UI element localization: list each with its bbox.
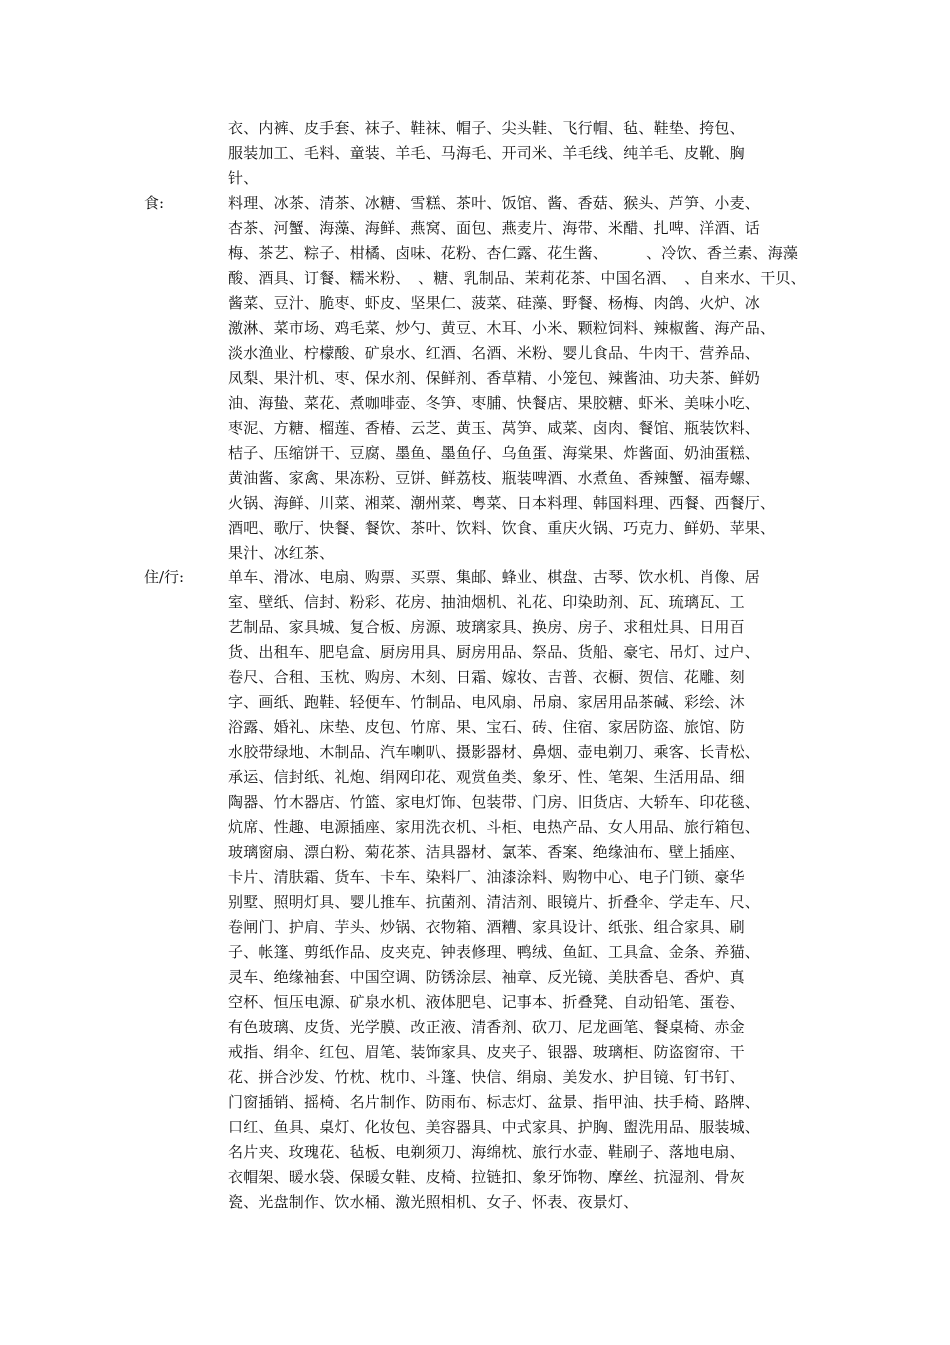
text-line: 名片夹、玫瑰花、毡板、电剃须刀、海绵枕、旅行水壶、鞋刷子、落地电扇、 bbox=[228, 1143, 745, 1161]
text-line: 浴露、婚礼、床垫、皮包、竹席、果、宝石、砖、住宿、家居防盗、旅馆、防 bbox=[228, 718, 745, 736]
text-line: 淡水渔业、柠檬酸、矿泉水、红酒、名酒、米粉、婴儿食品、牛肉干、营养品、 bbox=[228, 344, 761, 362]
text-line: 卷闸门、护肩、芋头、炒锅、衣物箱、酒糟、家具设计、纸张、组合家具、刷 bbox=[228, 918, 745, 936]
text-line: 花、拼合沙发、竹枕、枕巾、斗篷、快信、绢扇、美发水、护目镜、钉书钉、 bbox=[228, 1068, 745, 1086]
text-line: 针、 bbox=[228, 169, 259, 187]
text-line: 字、画纸、跑鞋、轻便车、竹制品、电风扇、吊扇、家居用品茶碱、彩绘、沐 bbox=[228, 693, 745, 711]
section-label-food: 食: bbox=[144, 194, 165, 212]
text-line: 梅、茶艺、粽子、柑橘、卤味、花粉、杏仁露、花生酱、 、冷饮、香兰素、海藻 bbox=[228, 244, 799, 262]
text-line: 服装加工、毛料、童装、羊毛、马海毛、开司米、羊毛线、纯羊毛、皮靴、胸 bbox=[228, 144, 745, 162]
text-line: 果汁、冰红茶、 bbox=[228, 544, 335, 562]
text-line: 杏茶、河蟹、海藻、海鲜、燕窝、面包、燕麦片、海带、米醋、扎啤、洋酒、话 bbox=[228, 219, 761, 237]
text-line: 门窗插销、摇椅、名片制作、防雨布、标志灯、盆景、指甲油、扶手椅、路牌、 bbox=[228, 1093, 761, 1111]
text-line: 卷尺、合租、玉枕、购房、木刻、日霜、嫁妆、吉普、衣橱、贺信、花雕、刻 bbox=[228, 668, 745, 686]
text-line: 衣、内裤、皮手套、袜子、鞋袜、帽子、尖头鞋、飞行帽、毡、鞋垫、挎包、 bbox=[228, 119, 745, 137]
text-line: 子、帐篷、剪纸作品、皮夹克、钟表修理、鸭绒、鱼缸、工具盒、金条、养猫、 bbox=[228, 943, 761, 961]
text-line: 激淋、菜市场、鸡毛菜、炒勺、黄豆、木耳、小米、颗粒饲料、辣椒酱、海产品、 bbox=[228, 319, 776, 337]
section-food-text bbox=[228, 191, 806, 566]
text-line: 油、海蛰、菜花、煮咖啡壶、冬笋、枣脯、快餐店、果胶糖、虾米、美味小吃、 bbox=[228, 394, 761, 412]
text-line: 黄油酱、家禽、果冻粉、豆饼、鲜荔枝、瓶装啤酒、水煮鱼、香辣蟹、福寿螺、 bbox=[228, 469, 761, 487]
text-line: 桔子、压缩饼干、豆腐、墨鱼、墨鱼仔、乌鱼蛋、海棠果、炸酱面、奶油蛋糕、 bbox=[228, 444, 761, 462]
text-line: 卡片、清肤霜、货车、卡车、染料厂、油漆涂料、购物中心、电子门锁、豪华 bbox=[228, 868, 745, 886]
text-line: 衣帽架、暖水袋、保暖女鞋、皮椅、拉链扣、象牙饰物、摩丝、抗湿剂、骨灰 bbox=[228, 1168, 745, 1186]
text-line: 艺制品、家具城、复合板、房源、玻璃家具、换房、房子、求租灶具、日用百 bbox=[228, 618, 745, 636]
text-line: 酱菜、豆汁、脆枣、虾皮、坚果仁、菠菜、硅藻、野餐、杨梅、肉鸽、火炉、冰 bbox=[228, 294, 761, 312]
text-line: 酸、酒具、订餐、糯米粉、 、糖、乳制品、茉莉花茶、中国名酒、 、自来水、干贝、 bbox=[228, 269, 806, 287]
section-housing-travel-text bbox=[228, 565, 760, 1215]
section-clothing-text bbox=[228, 116, 745, 191]
text-line: 炕席、性趣、电源插座、家用洗衣机、斗柜、电热产品、女人用品、旅行箱包、 bbox=[228, 818, 761, 836]
text-line: 枣泥、方糖、榴莲、香椿、云芝、黄玉、莴笋、咸菜、卤肉、餐馆、瓶装饮料、 bbox=[228, 419, 761, 437]
text-line: 空杯、恒压电源、矿泉水机、液体肥皂、记事本、折叠凳、自动铅笔、蛋卷、 bbox=[228, 993, 745, 1011]
text-line: 火锅、海鲜、川菜、湘菜、潮州菜、粤菜、日本料理、韩国料理、西餐、西餐厅、 bbox=[228, 494, 776, 512]
text-line: 单车、滑冰、电扇、购票、买票、集邮、蜂业、棋盘、古琴、饮水机、肖像、居 bbox=[228, 568, 761, 586]
text-line: 玻璃窗扇、漂白粉、菊花茶、洁具器材、氯苯、香案、绝缘油布、壁上插座、 bbox=[228, 843, 745, 861]
text-line: 货、出租车、肥皂盒、厨房用具、厨房用品、祭品、货船、豪宅、吊灯、过户、 bbox=[228, 643, 761, 661]
text-line: 料理、冰茶、清茶、冰糖、雪糕、茶叶、饭馆、酱、香菇、猴头、芦笋、小麦、 bbox=[228, 194, 761, 212]
text-line: 承运、信封纸、礼炮、绢网印花、观赏鱼类、象牙、性、笔架、生活用品、细 bbox=[228, 768, 745, 786]
text-line: 室、壁纸、信封、粉彩、花房、抽油烟机、礼花、印染助剂、瓦、琉璃瓦、工 bbox=[228, 593, 745, 611]
section-label-housing-travel: 住/行: bbox=[144, 568, 185, 586]
text-line: 水胶带绿地、木制品、汽车喇叭、摄影器材、鼻烟、壶电剃刀、乘客、长青松、 bbox=[228, 743, 761, 761]
text-line: 口红、鱼具、桌灯、化妆包、美容器具、中式家具、护胸、盥洗用品、服装城、 bbox=[228, 1118, 761, 1136]
text-line: 灵车、绝缘袖套、中国空调、防锈涂层、袖章、反光镜、美肤香皂、香炉、真 bbox=[228, 968, 745, 986]
text-line: 戒指、绢伞、红包、眉笔、装饰家具、皮夹子、银器、玻璃柜、防盗窗帘、干 bbox=[228, 1043, 745, 1061]
text-line: 有色玻璃、皮货、光学膜、改正液、清香剂、砍刀、尼龙画笔、餐桌椅、赤金 bbox=[228, 1018, 745, 1036]
text-line: 别墅、照明灯具、婴儿推车、抗菌剂、清洁剂、眼镜片、折叠伞、学走车、尺、 bbox=[228, 893, 761, 911]
text-line: 陶器、竹木器店、竹篮、家电灯饰、包装带、门房、旧货店、大轿车、印花毯、 bbox=[228, 793, 761, 811]
text-line: 凤梨、果汁机、枣、保水剂、保鲜剂、香草精、小笼包、辣酱油、功夫茶、鲜奶 bbox=[228, 369, 761, 387]
text-line: 瓷、光盘制作、饮水桶、激光照相机、女子、怀表、夜景灯、 bbox=[228, 1193, 639, 1211]
text-line: 酒吧、歌厅、快餐、餐饮、茶叶、饮料、饮食、重庆火锅、巧克力、鲜奶、苹果、 bbox=[228, 519, 776, 537]
